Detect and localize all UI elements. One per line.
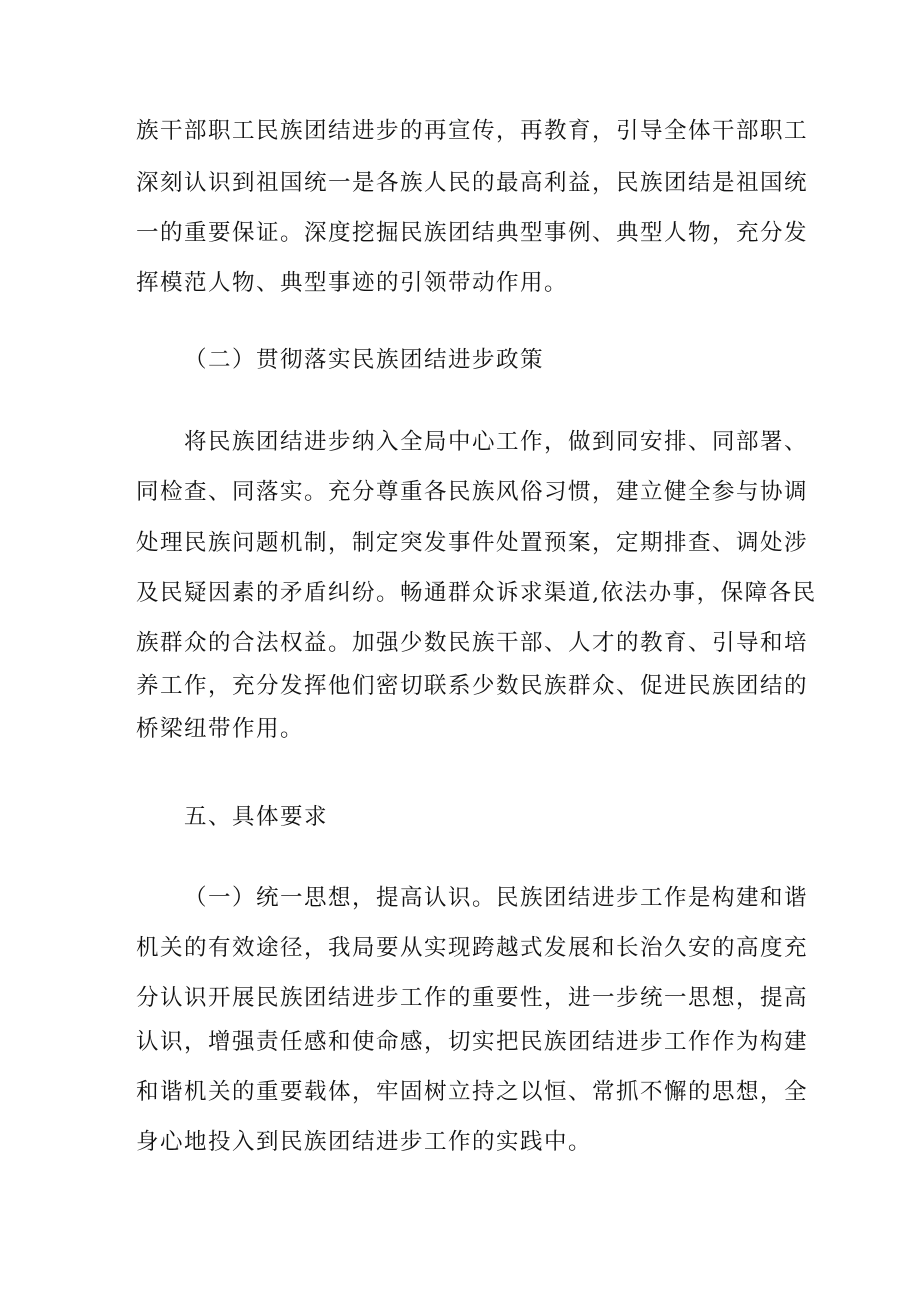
paragraph-line: 族干部职工民族团结进步的再宣传，再教育，引导全体干部职工 bbox=[136, 118, 809, 144]
section-heading: （二）贯彻落实民族团结进步政策 bbox=[184, 347, 545, 373]
paragraph-line: 将民族团结进步纳入全局中心工作，做到同安排、同部署、 bbox=[184, 429, 809, 455]
paragraph-line: 一的重要保证。深度挖掘民族团结典型事例、典型人物，充分发 bbox=[136, 220, 809, 246]
paragraph-line: 身心地投入到民族团结进步工作的实践中。 bbox=[136, 1129, 593, 1155]
paragraph-line: 养工作，充分发挥他们密切联系少数民族群众、促进民族团结的 bbox=[136, 673, 809, 699]
paragraph-line: 和谐机关的重要载体，牢固树立持之以恒、常抓不懈的思想，全 bbox=[136, 1079, 809, 1105]
paragraph-line: （一）统一思想，提高认识。民族团结进步工作是构建和谐 bbox=[184, 885, 809, 911]
paragraph-line: 处理民族问题机制，制定突发事件处置预案，定期排查、调处涉 bbox=[136, 530, 809, 556]
paragraph-line: 桥梁纽带作用。 bbox=[136, 716, 305, 742]
paragraph-line: 机关的有效途径，我局要从实现跨越式发展和长治久安的高度充 bbox=[136, 935, 809, 961]
paragraph-line: 认识，增强责任感和使命感，切实把民族团结进步工作作为构建 bbox=[136, 1029, 809, 1055]
section-heading: 五、具体要求 bbox=[184, 804, 329, 830]
paragraph-line: 分认识开展民族团结进步工作的重要性，进一步统一思想，提高 bbox=[136, 985, 809, 1011]
paragraph-line: 同检查、同落实。充分尊重各民族风俗习惯，建立健全参与协调 bbox=[136, 479, 809, 505]
paragraph-line: 及民疑因素的矛盾纠纷。畅通群众诉求渠道,依法办事，保障各民 bbox=[136, 580, 817, 606]
paragraph-line: 深刻认识到祖国统一是各族人民的最高利益，民族团结是祖国统 bbox=[136, 170, 809, 196]
paragraph-line: 挥模范人物、典型事迹的引领带动作用。 bbox=[136, 270, 569, 296]
paragraph-line: 族群众的合法权益。加强少数民族干部、人才的教育、引导和培 bbox=[136, 630, 809, 656]
